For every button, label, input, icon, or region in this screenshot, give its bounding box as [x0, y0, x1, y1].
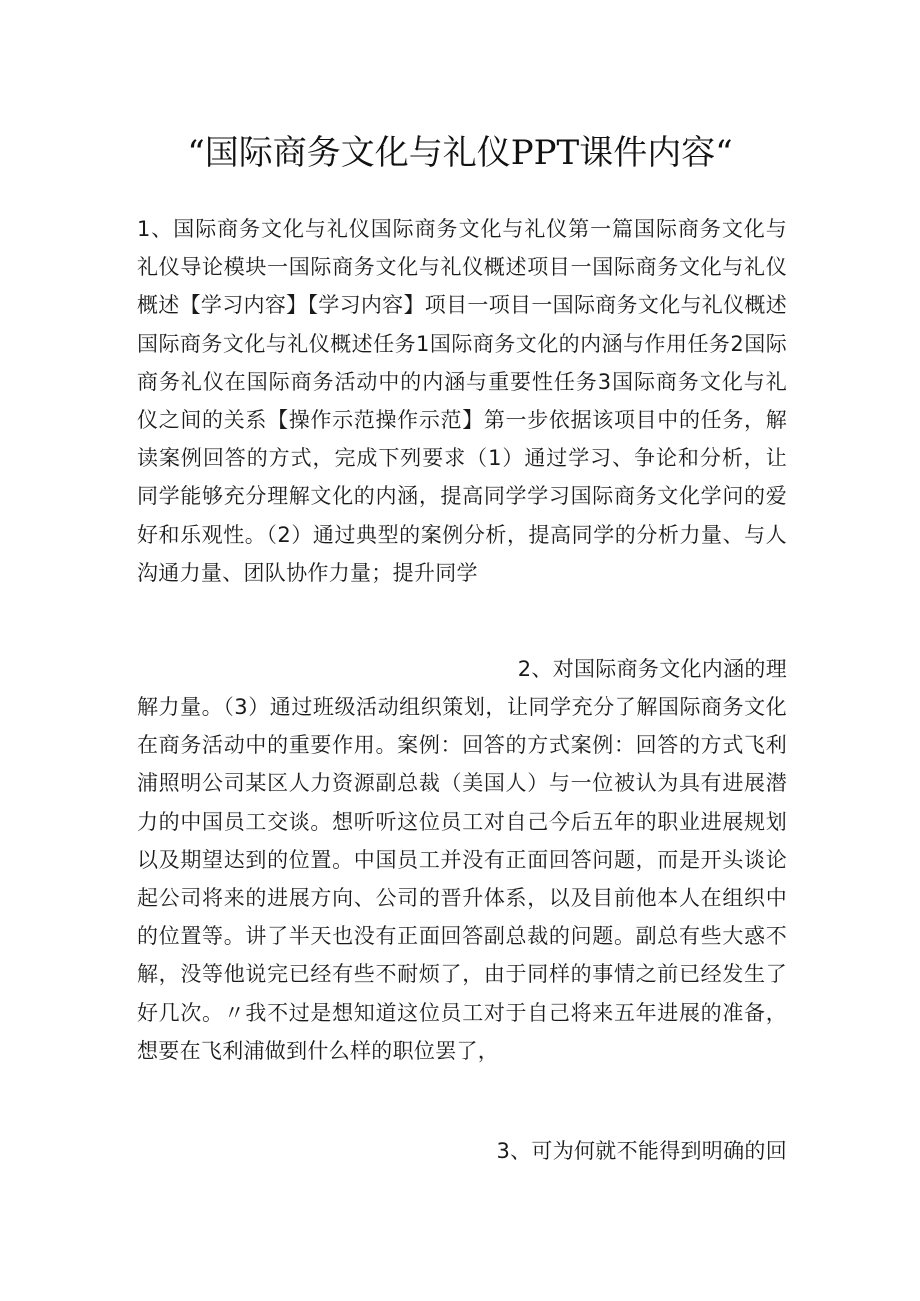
- section-2-lead: 2、对国际商务文化内涵的理: [517, 657, 787, 681]
- section-3-lead: 3、可为何就不能得到明确的回: [496, 1139, 787, 1163]
- document-title: “国际商务文化与礼仪PPT课件内容“: [187, 133, 733, 173]
- paragraph-section-2: 解力量。（3）通过班级活动组织策划，让同学充分了解国际商务文化在商务活动中的重要作用。案例：回答的方式案例：回答的方式飞利浦照明公司某区人力资源副总裁（美国人）与一位被认为具有进展潜力的中国员工交谈。想听听这位员工对自己今后五年的职业进展规划以及期望达到的位置。中国员工并没有正面回答问题，而是开头谈论起公司将来的进展方向、公司的晋升体系，以及目前他本人在组织中的位置等。讲了半天也没有正面回答副总裁的问题。副总有些大惑不解，没等他说完已经有些不耐烦了，由于同样的事情之前已经发生了好几次。〃我不过是想知道这位员工对于自己将来五年进展的准备，想要在飞利浦做到什么样的职位罢了，: [137, 695, 787, 1063]
- paragraph-section-1: 1、国际商务文化与礼仪国际商务文化与礼仪第一篇国际商务文化与礼仪导论模块一国际商务文化与礼仪概述项目一国际商务文化与礼仪概述【学习内容】【学习内容】项目一项目一国际商务文化与礼仪概述国际商务文化与礼仪概述任务1国际商务文化的内涵与作用任务2国际商务礼仪在国际商务活动中的内涵与重要性任务3国际商务文化与礼仪之间的关系【操作示范操作示范】第一步依据该项目中的任务，解读案例回答的方式，完成下列要求（1）通过学习、争论和分析，让同学能够充分理解文化的内涵，提高同学学习国际商务文化学问的爱好和乐观性。（2）通过典型的案例分析，提高同学的分析力量、与人沟通力量、团队协作力量；提升同学: [137, 217, 787, 585]
